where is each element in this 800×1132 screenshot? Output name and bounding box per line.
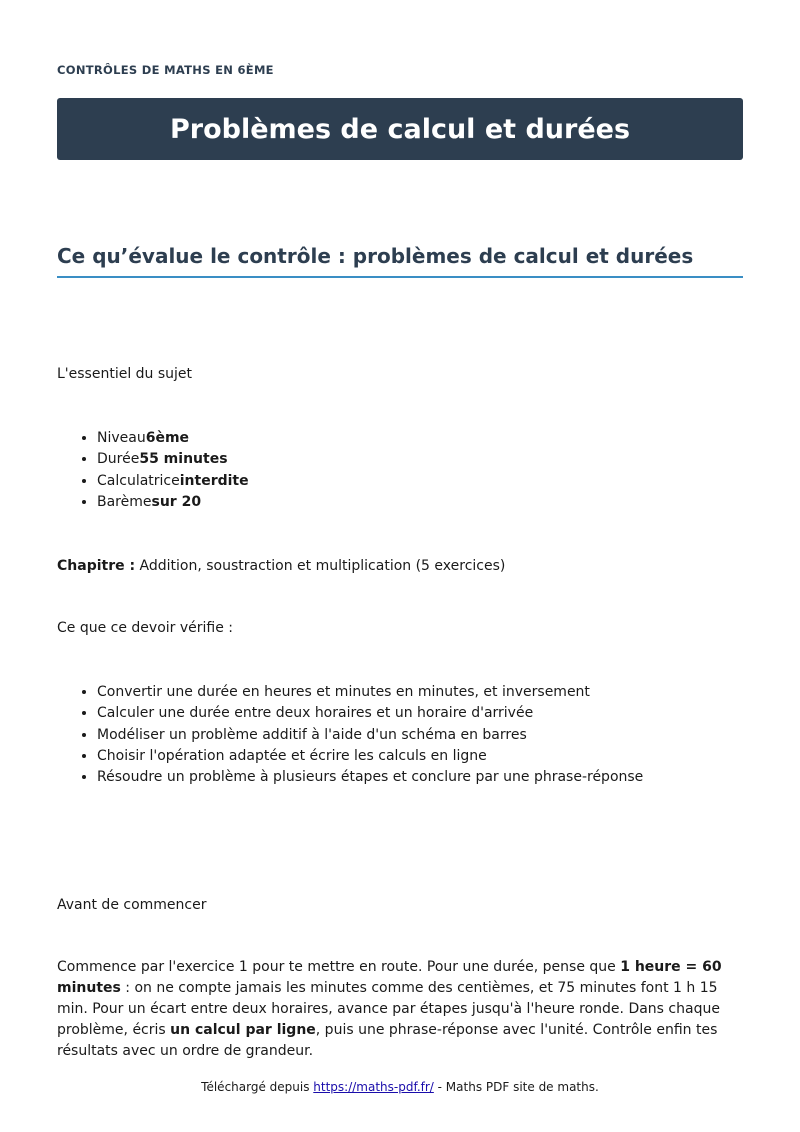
list-item	[97, 449, 249, 470]
before-bold-2: un calcul par ligne	[170, 1022, 316, 1038]
item-label: Calculatrice	[97, 472, 180, 489]
footer-link[interactable]: https://maths-pdf.fr/	[313, 1080, 434, 1094]
item-label: Barème	[97, 493, 152, 510]
item-value: interdite	[179, 472, 249, 489]
list-item	[97, 428, 249, 449]
title-banner	[57, 98, 743, 160]
list-item: • Choisir l'opération adaptée et écrire les calculs en ligne	[97, 746, 643, 767]
footer-prefix: Téléchargé depuis	[201, 1080, 314, 1094]
before-text-3: , puis une phrase-réponse avec l'unité. Contrôle enfin tes résultats avec un ordre de grandeur.	[57, 1022, 718, 1059]
before-bold-1: 1 heure = 60 minutes	[57, 959, 722, 996]
before-text-1: Commence par l'exercice 1 pour te mettre en route. Pour une durée, pense que	[57, 959, 621, 975]
before-heading: Avant de commencer	[57, 897, 207, 913]
item-label: Durée	[97, 451, 140, 468]
item-value: sur 20	[151, 493, 202, 510]
page-title: Problèmes de calcul et durées	[169, 113, 631, 145]
list-item	[97, 492, 249, 513]
list-item: • Calculer une durée entre deux horaires et un horaire d'arrivée	[97, 703, 643, 724]
item-value: 6ème	[145, 430, 190, 446]
eyebrow-label: CONTRÔLES DE MATHS EN 6ÈME	[57, 63, 274, 77]
list-item	[97, 471, 249, 492]
item-label: Niveau	[97, 430, 146, 446]
footer	[0, 1080, 800, 1094]
checks-heading: Ce que ce devoir vérifie :	[57, 620, 234, 636]
chapter-label: Chapitre :	[57, 558, 136, 574]
list-item: • Convertir une durée en heures et minutes en minutes, et inversement	[97, 682, 643, 703]
essentials-list	[57, 428, 249, 513]
before-text-2: : on ne compte jamais les minutes comme des centièmes, et 75 minutes font 1 h 15 min. Pour un écart entre deux horaires, avance par étapes jusqu'à l'heure ronde. Dans chaque problème, écris	[57, 980, 720, 1038]
list-item: • Résoudre un problème à plusieurs étapes et conclure par une phrase-réponse	[97, 767, 643, 788]
footer-suffix: - Maths PDF site de maths.	[433, 1080, 599, 1094]
section-title: Ce qu’évalue le contrôle : problèmes de calcul et durées	[57, 244, 743, 278]
chapter-line	[57, 556, 743, 577]
list-item: • Modéliser un problème additif à l'aide d'un schéma en barres	[97, 725, 643, 746]
essentials-heading: L'essentiel du sujet	[57, 366, 193, 382]
before-paragraph	[57, 957, 743, 1062]
checks-list	[57, 682, 643, 788]
item-value: 55 minutes	[139, 451, 228, 468]
chapter-text: Addition, soustraction et multiplication (5 exercices)	[135, 558, 506, 574]
